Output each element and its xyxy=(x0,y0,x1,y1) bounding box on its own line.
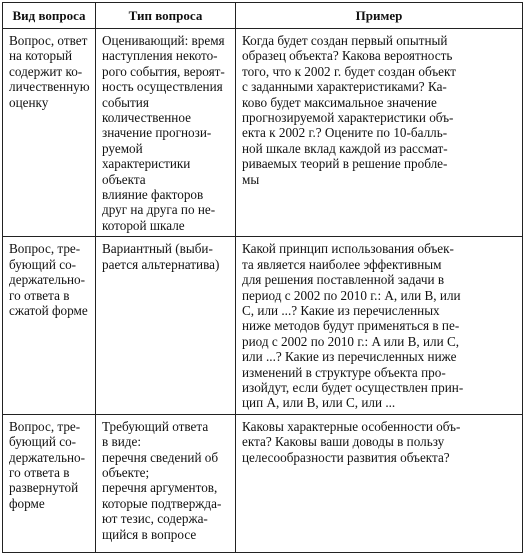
cell-question-type xyxy=(96,237,236,414)
table-row xyxy=(3,414,523,552)
question-types-table xyxy=(2,2,523,553)
cell-example xyxy=(236,237,523,414)
cell-question-kind xyxy=(3,414,96,552)
header-question-kind: Вид вопроса xyxy=(3,3,96,29)
cell-text: Требующий ответа в виде: перечня сведений об объекте; перечня аргументов, которые подтвержда- ют тезис, содержа- щийся в вопросе xyxy=(102,418,222,542)
table-header-row xyxy=(3,3,523,29)
cell-example xyxy=(236,414,523,552)
cell-question-kind xyxy=(3,237,96,414)
table-row xyxy=(3,237,523,414)
header-question-type: Тип вопроса xyxy=(96,3,236,29)
cell-question-type xyxy=(96,29,236,237)
cell-text: Вопрос, ответ на который содержит ко- личественную оценку xyxy=(9,33,90,110)
header-example: Пример xyxy=(236,3,523,29)
cell-text: Оценивающий: время наступления некото- рого события, вероят- ность осуществления события количественное значение прогнози- руемой характеристики объекта влияние факторов друг на друга по не- которой шкале xyxy=(102,33,225,233)
cell-text: Какой принцип использования объек- та является наиболее эффективным для решения поставленной задачи в период с 2002 по 2010 г.: A, или B, или C, или ...? Какие из перечисленных ниже методов будут применяться в пе- риод с 2002 по 2010 г.: A или B, или C, или ...? Какие из перечисленных ниже изменений в структуре объекта про- изойдут, если будет осуществлен прин- цип A, или B, или C, или ... xyxy=(242,241,464,411)
table-row xyxy=(3,29,523,237)
cell-text: Вопрос, тре- бующий со- держательно- го ответа в сжатой форме xyxy=(9,241,88,318)
cell-question-kind xyxy=(3,29,96,237)
cell-text: Каковы характерные особенности объ- екта? Каковы ваши доводы в пользу целесообразности развития объекта? xyxy=(242,418,461,465)
cell-text: Вариантный (выби- рается альтернатива) xyxy=(102,241,220,272)
cell-example xyxy=(236,29,523,237)
cell-text: Вопрос, тре- бующий со- держательно- го ответа в развернутой форме xyxy=(9,418,86,511)
cell-question-type xyxy=(96,414,236,552)
cell-text: Когда будет создан первый опытный образец объекта? Какова вероятность того, что к 2002 г. будет создан объект с заданными характеристиками? Ка- ково будет максимальное значение прогнозируемой характеристики объ- екта к 2002 г.? Оцените по 10-балль- ной шкале вклад каждой из рассмат- риваемых теорий в решение пробле- мы xyxy=(242,33,457,187)
